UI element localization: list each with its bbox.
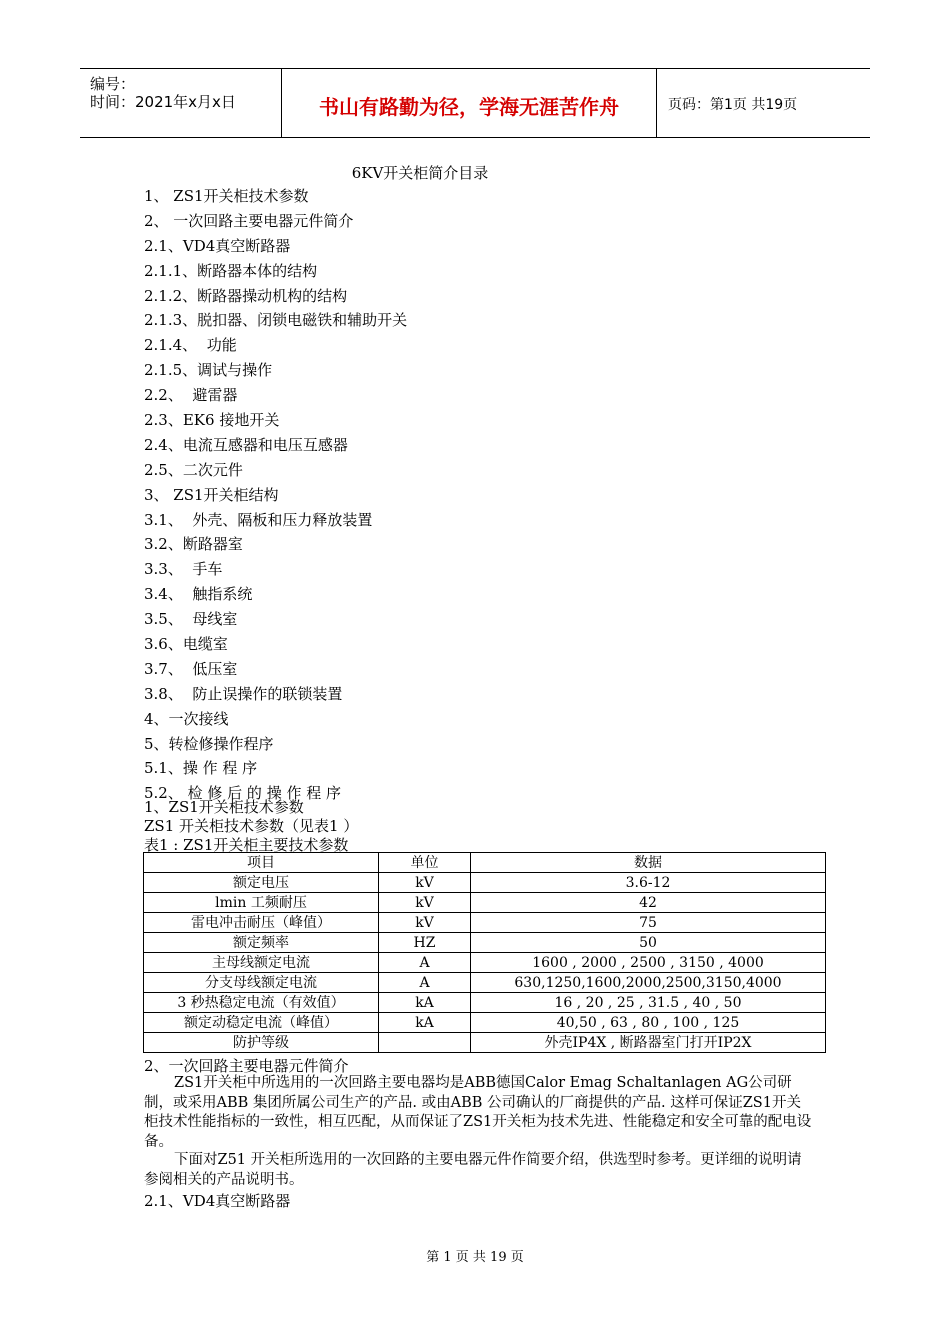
toc-item: 2.2、 避雷器 bbox=[144, 386, 238, 405]
cell-item: 防护等级 bbox=[144, 1033, 379, 1053]
toc-item: 1、 ZS1开关柜技术参数 bbox=[144, 187, 309, 205]
toc-item: 3.8、 防止误操作的联锁装置 bbox=[144, 684, 343, 703]
toc-item: 3、 ZS1开关柜结构 bbox=[144, 485, 279, 504]
toc-item: 5、转检修操作程序 bbox=[144, 734, 274, 753]
cell-unit: kV bbox=[379, 913, 471, 933]
page-footer: 第 1 页 共 19 页 bbox=[426, 1250, 524, 1265]
cell-item: 额定频率 bbox=[144, 933, 379, 953]
table-row bbox=[144, 1013, 826, 1033]
table-row bbox=[144, 893, 826, 913]
section2-paragraph-1: ZS1开关柜中所选用的一次回路主要电器均是ABB德国Calor Emag Schaltanlagen AG公司研制，或采用ABB 集团所属公司生产的产品. 或由ABB 公司确认的厂商提供的产品. 这样可保证ZS1开关柜技术性能指标的一致性，相互匹配，从而保证了ZS1开关柜为技术先进、性能稳定和安全可靠的配电设备。 bbox=[144, 1075, 812, 1150]
table-row bbox=[144, 973, 826, 993]
toc-item: 2.1.5、调试与操作 bbox=[144, 361, 273, 380]
cell-data: 40,50 , 63 , 80 , 100 , 125 bbox=[471, 1013, 826, 1033]
cell-item: 3 秒热稳定电流（有效值） bbox=[144, 993, 379, 1013]
toc-item: 2.1、VD4真空断路器 bbox=[144, 236, 291, 255]
toc-item: 3.3、 手车 bbox=[144, 560, 223, 579]
toc-item: 2.1.2、断路器操动机构的结构 bbox=[144, 286, 348, 305]
cell-data: 75 bbox=[471, 913, 826, 933]
header-motto-cell bbox=[281, 69, 657, 137]
header-unit: 单位 bbox=[379, 853, 471, 873]
cell-item: 额定电压 bbox=[144, 873, 379, 893]
motto: 书山有路勤为径，学海无涯苦作舟 bbox=[319, 95, 619, 119]
toc-item: 3.6、电缆室 bbox=[144, 635, 228, 654]
cell-data: 1600 , 2000 , 2500 , 3150 , 4000 bbox=[471, 953, 826, 973]
cell-item: 额定动稳定电流（峰值） bbox=[144, 1013, 379, 1033]
document-title: 6KV开关柜简介目录 bbox=[351, 164, 489, 182]
table-row bbox=[144, 933, 826, 953]
cell-unit bbox=[379, 1033, 471, 1053]
cell-item: 主母线额定电流 bbox=[144, 953, 379, 973]
parameters-table bbox=[143, 852, 826, 1053]
toc-item: 2.1.3、脱扣器、闭锁电磁铁和辅助开关 bbox=[144, 311, 408, 330]
cell-unit: kA bbox=[379, 1013, 471, 1033]
toc-item: 2.4、电流互感器和电压互感器 bbox=[144, 435, 348, 454]
cell-data: 3.6-12 bbox=[471, 873, 826, 893]
cell-item: 分支母线额定电流 bbox=[144, 973, 379, 993]
cell-unit: A bbox=[379, 953, 471, 973]
time-label: 时间：2021年x月x日 bbox=[90, 93, 236, 111]
cell-unit: kA bbox=[379, 993, 471, 1013]
table-row bbox=[144, 1033, 826, 1053]
cell-unit: HZ bbox=[379, 933, 471, 953]
toc-item: 3.5、 母线室 bbox=[144, 610, 238, 629]
table-row bbox=[144, 953, 826, 973]
toc-item: 3.1、 外壳、隔板和压力释放装置 bbox=[144, 510, 373, 529]
table-header-row bbox=[144, 853, 826, 873]
toc-item: 3.4、 触指系统 bbox=[144, 585, 253, 604]
table-row bbox=[144, 913, 826, 933]
cell-data: 630,1250,1600,2000,2500,3150,4000 bbox=[471, 973, 826, 993]
toc-item: 2.1.1、断路器本体的结构 bbox=[144, 261, 318, 280]
section1-intro: ZS1 开关柜技术参数（见表1 ） bbox=[144, 817, 359, 835]
section2-1-heading: 2.1、VD4真空断路器 bbox=[144, 1192, 291, 1210]
table-row bbox=[144, 873, 826, 893]
header-item: 项目 bbox=[144, 853, 379, 873]
number-label: 编号： bbox=[90, 75, 136, 93]
cell-unit: A bbox=[379, 973, 471, 993]
table-of-contents bbox=[144, 184, 407, 806]
cell-data: 50 bbox=[471, 933, 826, 953]
cell-unit: kV bbox=[379, 873, 471, 893]
section1-heading: 1、ZS1开关柜技术参数 bbox=[144, 798, 304, 816]
cell-data: 外壳IP4X , 断路器室门打开IP2X bbox=[471, 1033, 826, 1053]
header-meta bbox=[80, 69, 280, 137]
cell-unit: kV bbox=[379, 893, 471, 913]
toc-item: 2.5、二次元件 bbox=[144, 460, 243, 479]
table-caption: 表1 : ZS1开关柜主要技术参数 bbox=[144, 836, 349, 854]
toc-item: 5.2、 检 修 后 的 操 作 程 序 bbox=[144, 784, 342, 803]
toc-item: 2.3、EK6 接地开关 bbox=[144, 411, 280, 430]
toc-item: 2、 一次回路主要电器元件简介 bbox=[144, 211, 354, 230]
toc-item: 3.7、 低压室 bbox=[144, 659, 238, 678]
table-row bbox=[144, 993, 826, 1013]
cell-data: 42 bbox=[471, 893, 826, 913]
section2-heading: 2、一次回路主要电器元件简介 bbox=[144, 1057, 349, 1075]
cell-data: 16 , 20 , 25 , 31.5 , 40 , 50 bbox=[471, 993, 826, 1013]
toc-item: 3.2、断路器室 bbox=[144, 535, 243, 554]
section2-paragraph-2: 下面对Z51 开关柜所选用的一次回路的主要电器元件作简要介绍，供选型时参考。更详细的说明请参阅相关的产品说明书。 bbox=[144, 1152, 802, 1188]
cell-item: lmin 工频耐压 bbox=[144, 893, 379, 913]
page-header bbox=[80, 68, 870, 138]
cell-item: 雷电冲击耐压（峰值） bbox=[144, 913, 379, 933]
toc-item: 5.1、操 作 程 序 bbox=[144, 759, 258, 778]
toc-item: 4、一次接线 bbox=[144, 709, 229, 728]
page-code: 页码：第1页 共19页 bbox=[668, 97, 798, 113]
toc-item: 2.1.4、 功能 bbox=[144, 336, 237, 355]
header-data: 数据 bbox=[471, 853, 826, 873]
header-page-cell bbox=[656, 69, 870, 137]
